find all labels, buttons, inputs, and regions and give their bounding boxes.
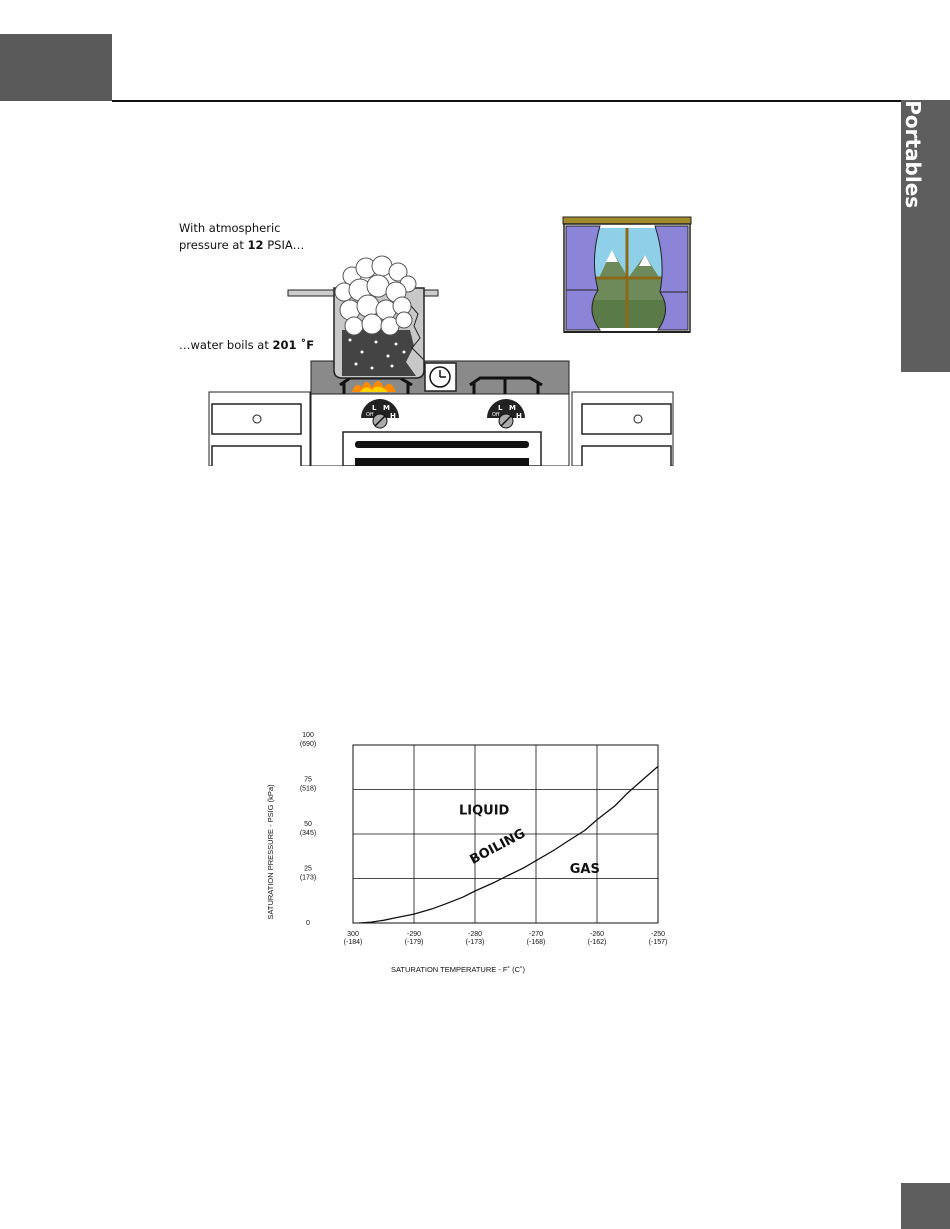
x-tick-sublabel: (-162): [587, 939, 607, 946]
y-tick-label: 25: [304, 865, 312, 873]
region-label: BOILING: [467, 826, 528, 868]
knob-label-l: L: [372, 404, 377, 412]
x-tick-sublabel: (-184): [343, 939, 363, 946]
left-cabinet: [209, 392, 310, 466]
x-tick-label: -290: [406, 931, 422, 938]
steam-cloud: [335, 256, 416, 335]
knob-label-m: M: [509, 404, 516, 412]
y-tick-label: 75: [304, 776, 312, 784]
caption-line2-suffix: PSIA…: [263, 238, 305, 252]
knob-label-off: Off: [492, 412, 500, 418]
saturation-chart: [258, 730, 678, 980]
knob-label-m: M: [383, 404, 390, 412]
caption-line1: With atmospheric: [179, 221, 281, 235]
x-tick-sublabel: (-173): [465, 939, 485, 946]
x-tick-label: -260: [589, 931, 605, 938]
y-tick-sublabel: (690): [299, 741, 317, 748]
region-label: GAS: [569, 862, 600, 878]
x-tick-label: -270: [528, 931, 544, 938]
x-tick-label: -280: [467, 931, 483, 938]
window-illustration: [563, 217, 691, 332]
right-cabinet: [572, 392, 673, 466]
y-tick-label: 50: [304, 821, 312, 828]
region-label: LIQUID: [458, 803, 510, 819]
side-tab-label: HELiOS Portables: [901, 11, 925, 209]
chart-ticks: [300, 732, 668, 946]
knob-label-l: L: [498, 404, 503, 412]
y-tick-label: 0: [306, 920, 310, 927]
x-axis-label: SATURATION TEMPERATURE - F˚ (C˚): [390, 965, 526, 974]
caption-boil-value: 201 ˚F: [272, 338, 315, 352]
chart-annotations: [459, 803, 600, 877]
x-tick-label: -250: [650, 931, 666, 938]
knob-label-h: H: [390, 412, 396, 420]
y-tick-sublabel: (173): [299, 874, 317, 882]
side-tab: [901, 11, 950, 372]
header-corner-block: [0, 34, 112, 101]
knob-label-h: H: [516, 412, 522, 420]
header-rule: [112, 100, 902, 102]
boiling-pot: [288, 256, 438, 378]
x-tick-sublabel: (-179): [404, 939, 424, 946]
x-tick-sublabel: (-157): [648, 939, 668, 946]
caption-line2-prefix: pressure at: [179, 238, 248, 252]
y-tick-sublabel: (345): [299, 830, 317, 837]
y-tick-label: 100: [302, 732, 314, 739]
page-number-block: [901, 1183, 950, 1229]
caption-pressure-value: 12: [247, 238, 264, 252]
x-tick-label: 300: [347, 931, 359, 938]
knob-label-off: Off: [366, 412, 374, 418]
x-tick-sublabel: (-168): [526, 939, 546, 946]
y-axis-label: SATURATION PRESSURE - PSIG (kPa): [266, 784, 275, 920]
kitchen-illustration: [160, 210, 700, 466]
caption-boil-prefix: …water boils at: [179, 338, 273, 352]
y-tick-sublabel: (518): [299, 785, 317, 793]
